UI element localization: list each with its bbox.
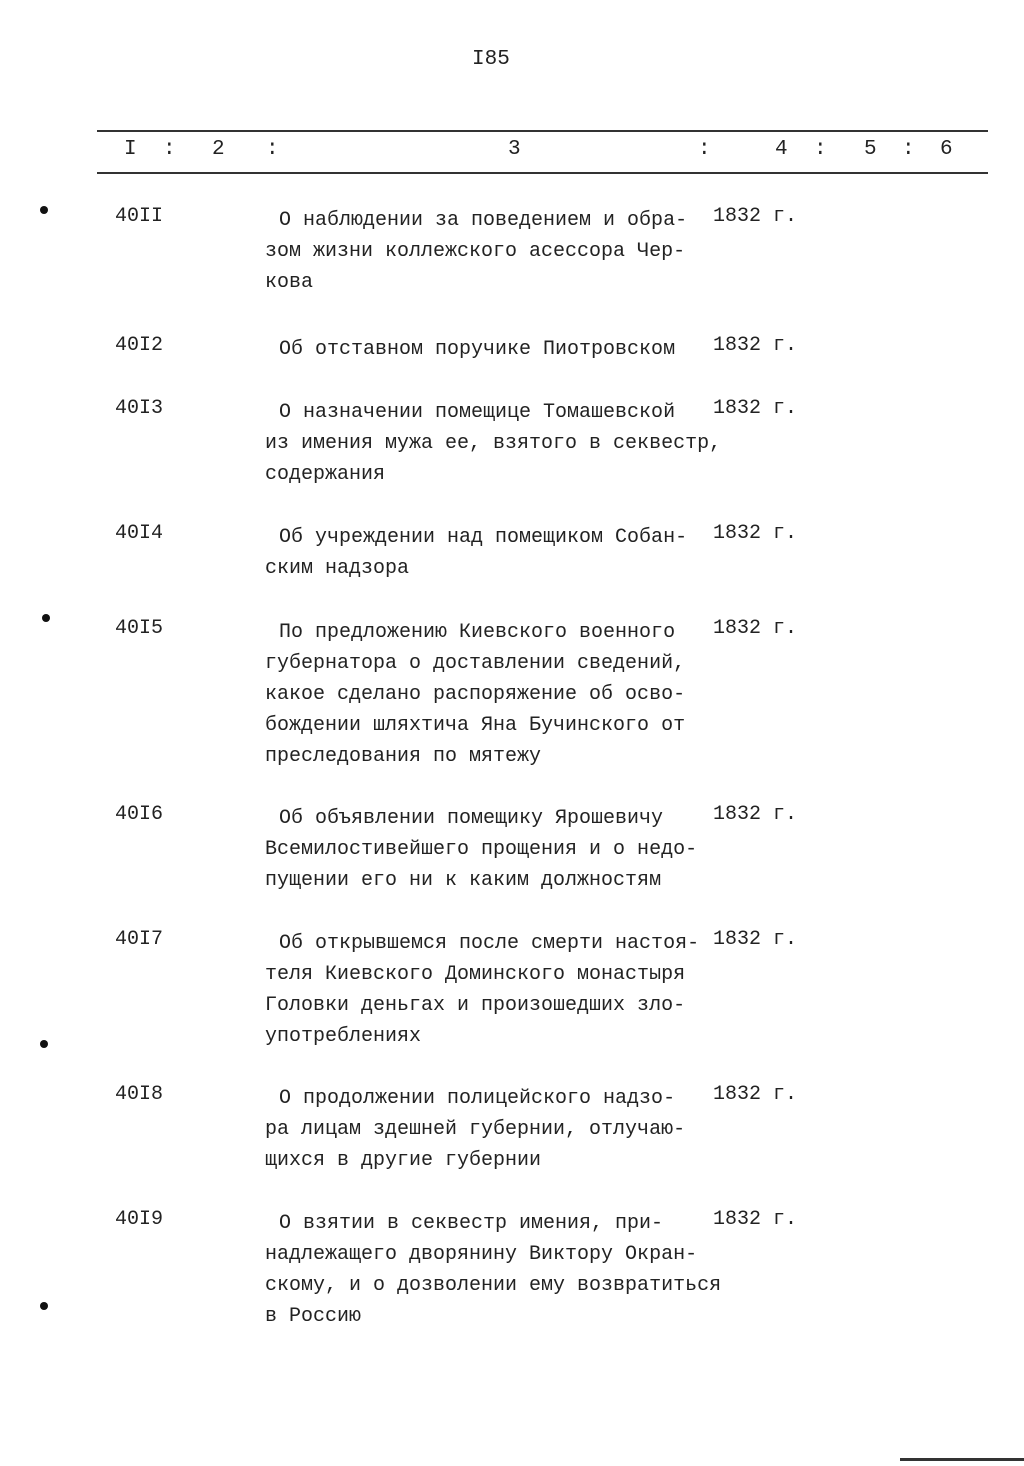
entry-title-line: О наблюдении за поведением и обра- xyxy=(279,209,688,232)
entry-title-line: Об объявлении помещику Ярошевичу xyxy=(279,807,664,830)
entry-title-line: преследования по мятежу xyxy=(265,745,542,768)
col-6: 6 xyxy=(940,138,953,161)
entry-title-line: По предложению Киевского военного xyxy=(279,621,676,644)
col-sep: : xyxy=(814,138,827,161)
entry-date: 1832 г. xyxy=(713,1208,798,1231)
entry-number: 40II xyxy=(115,205,164,228)
entry-title xyxy=(265,928,699,1052)
entry-title xyxy=(265,803,697,896)
entry-date: 1832 г. xyxy=(713,803,798,826)
entry-title xyxy=(265,205,687,298)
header-bottom-rule xyxy=(97,172,988,174)
entry-title-line: Об учреждении над помещиком Собан- xyxy=(279,526,688,549)
entry-title-line: ским надзора xyxy=(265,557,410,580)
entry-date: 1832 г. xyxy=(713,522,798,545)
entry-title-line: теля Киевского Доминского монастыря xyxy=(265,963,686,986)
entry-number: 40I4 xyxy=(115,522,164,545)
margin-mark xyxy=(42,614,50,622)
entry-number: 40I3 xyxy=(115,397,164,420)
col-sep: : xyxy=(266,138,279,161)
entry-title-line: скому, и о дозволении ему возвратиться xyxy=(265,1274,722,1297)
margin-mark xyxy=(40,1040,48,1048)
entry-date: 1832 г. xyxy=(713,205,798,228)
entry-date: 1832 г. xyxy=(713,334,798,357)
col-3: 3 xyxy=(508,138,521,161)
entry-title-line: зом жизни коллежского асессора Чер- xyxy=(265,240,686,263)
entry-date: 1832 г. xyxy=(713,1083,798,1106)
entry-title-line: О продолжении полицейского надзо- xyxy=(279,1087,676,1110)
header-top-rule xyxy=(97,130,988,132)
entry-title-line: щихся в другие губернии xyxy=(265,1149,542,1172)
margin-mark xyxy=(40,1302,48,1310)
entry-title-line: ра лицам здешней губернии, отлучаю- xyxy=(265,1118,686,1141)
page-number: I85 xyxy=(472,48,510,71)
entry-title-line: Головки деньгах и произошедших зло- xyxy=(265,994,686,1017)
entry-date: 1832 г. xyxy=(713,617,798,640)
entry-title-line: надлежащего дворянину Виктору Окран- xyxy=(265,1243,698,1266)
entry-title-line: в Россию xyxy=(265,1305,362,1328)
entry-title xyxy=(265,1083,685,1176)
entry-title-line: употреблениях xyxy=(265,1025,422,1048)
entry-title xyxy=(265,522,687,584)
entry-date: 1832 г. xyxy=(713,928,798,951)
col-sep: : xyxy=(902,138,915,161)
col-sep: : xyxy=(163,138,176,161)
entry-title-line: какое сделано распоряжение об осво- xyxy=(265,683,686,706)
entry-title xyxy=(265,617,685,772)
col-2: 2 xyxy=(212,138,225,161)
col-sep: : xyxy=(698,138,711,161)
col-4: 4 xyxy=(775,138,788,161)
entry-title xyxy=(265,1208,721,1332)
entry-title-line: пущении его ни к каким должностям xyxy=(265,869,662,892)
entry-title xyxy=(265,397,721,490)
bottom-edge-line xyxy=(900,1458,1024,1461)
entry-title-line: содержания xyxy=(265,463,386,486)
entry-number: 40I5 xyxy=(115,617,164,640)
entry-title-line: из имения мужа ее, взятого в секвестр, xyxy=(265,432,722,455)
entry-number: 40I9 xyxy=(115,1208,164,1231)
entry-title-line: губернатора о доставлении сведений, xyxy=(265,652,686,675)
margin-mark xyxy=(40,206,48,214)
entry-title xyxy=(265,334,675,365)
entry-date: 1832 г. xyxy=(713,397,798,420)
entry-title-line: О взятии в секвестр имения, при- xyxy=(279,1212,664,1235)
entry-title-line: Об отставном поручике Пиотровском xyxy=(279,338,676,361)
col-1: I xyxy=(124,138,137,161)
entry-title-line: Всемилостивейшего прощения и о недо- xyxy=(265,838,698,861)
entry-number: 40I2 xyxy=(115,334,164,357)
entry-number: 40I8 xyxy=(115,1083,164,1106)
entry-title-line: кова xyxy=(265,271,314,294)
entry-number: 40I6 xyxy=(115,803,164,826)
entry-title-line: Об открывшемся после смерти настоя- xyxy=(279,932,700,955)
entry-number: 40I7 xyxy=(115,928,164,951)
col-5: 5 xyxy=(864,138,877,161)
entry-title-line: О назначении помещице Томашевской xyxy=(279,401,676,424)
entry-title-line: бождении шляхтича Яна Бучинского от xyxy=(265,714,686,737)
